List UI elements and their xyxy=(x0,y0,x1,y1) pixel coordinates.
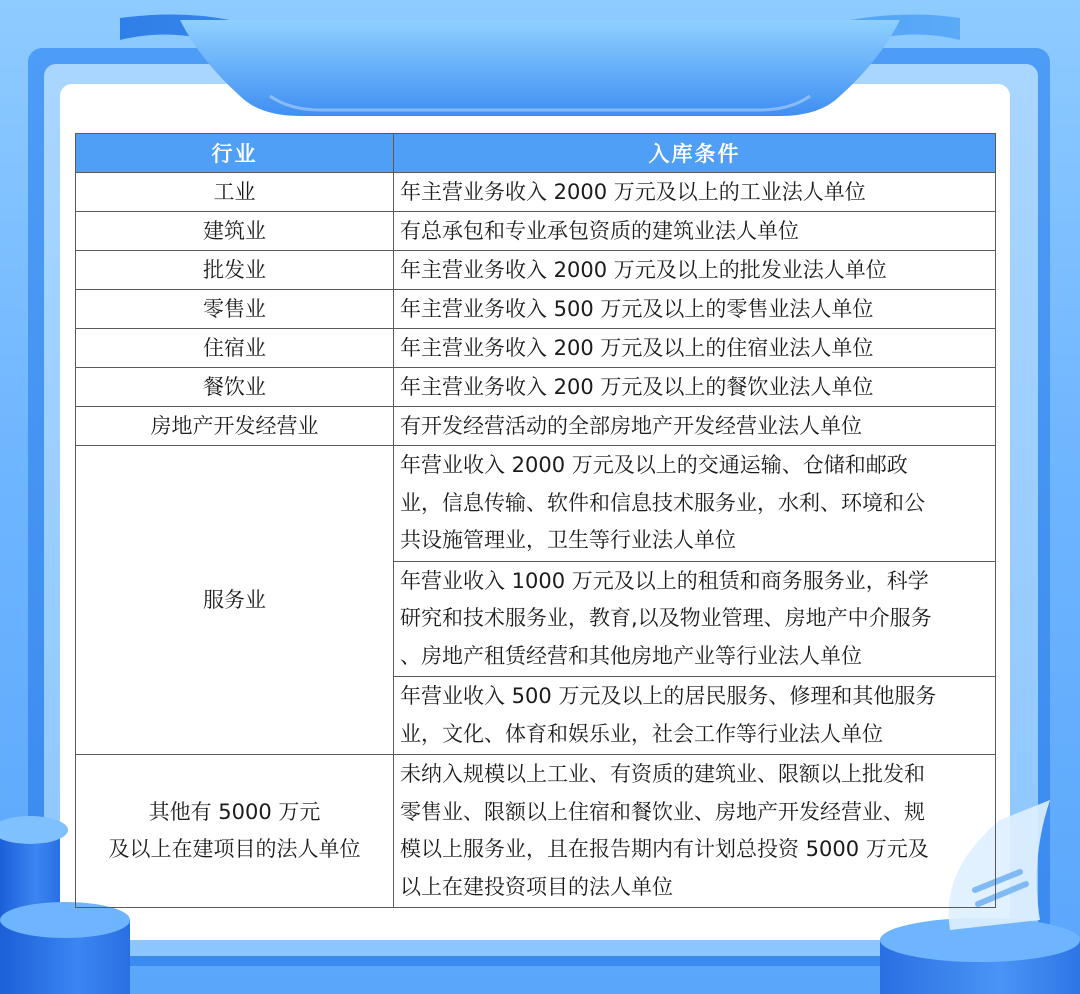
condition-line: 、房地产租赁经营和其他房地产业等行业法人单位 xyxy=(400,643,862,668)
condition-cell-services-2 xyxy=(394,561,996,677)
industry-cell: 工业 xyxy=(76,173,394,212)
table-row xyxy=(76,290,996,329)
table-row xyxy=(76,407,996,446)
condition-line: 未纳入规模以上工业、有资质的建筑业、限额以上批发和 xyxy=(400,762,925,786)
criteria-table xyxy=(75,133,996,908)
condition-cell: 年主营业务收入 200 万元及以上的住宿业法人单位 xyxy=(394,329,996,368)
header-industry: 行业 xyxy=(76,134,394,173)
condition-cell: 年主营业务收入 500 万元及以上的零售业法人单位 xyxy=(394,290,996,329)
industry-cell: 建筑业 xyxy=(76,212,394,251)
condition-cell-services-1 xyxy=(394,446,996,562)
condition-cell: 年主营业务收入 2000 万元及以上的工业法人单位 xyxy=(394,173,996,212)
condition-line: 零售业、限额以上住宿和餐饮业、房地产开发经营业、规 xyxy=(400,799,925,824)
condition-line: 共设施管理业，卫生等行业法人单位 xyxy=(400,528,736,552)
table-container xyxy=(75,133,995,917)
table-row xyxy=(76,212,996,251)
industry-cell: 餐饮业 xyxy=(76,368,394,407)
table-row-other xyxy=(76,755,996,908)
industry-cell: 房地产开发经营业 xyxy=(76,407,394,446)
industry-cell: 批发业 xyxy=(76,251,394,290)
table-row xyxy=(76,368,996,407)
industry-cell-services: 服务业 xyxy=(76,446,394,755)
condition-line: 业，文化、体育和娱乐业，社会工作等行业法人单位 xyxy=(400,721,883,746)
condition-line: 年营业收入 2000 万元及以上的交通运输、仓储和邮政 xyxy=(400,453,908,477)
industry-line: 及以上在建项目的法人单位 xyxy=(108,837,361,861)
condition-line: 业，信息传输、软件和信息技术服务业，水利、环境和公 xyxy=(400,490,925,515)
table-header-row xyxy=(76,134,996,173)
industry-cell-other xyxy=(76,755,394,908)
condition-line: 模以上服务业，且在报告期内有计划总投资 5000 万元及 xyxy=(400,837,929,861)
industry-cell: 零售业 xyxy=(76,290,394,329)
ribbon-decoration xyxy=(120,0,960,118)
table-row-services xyxy=(76,446,996,562)
industry-cell: 住宿业 xyxy=(76,329,394,368)
table-row xyxy=(76,329,996,368)
condition-line: 研究和技术服务业，教育,以及物业管理、房地产中介服务 xyxy=(400,606,932,630)
condition-line: 以上在建投资项目的法人单位 xyxy=(400,874,673,899)
table-row xyxy=(76,251,996,290)
industry-line: 其他有 5000 万元 xyxy=(148,800,321,824)
header-condition: 入库条件 xyxy=(394,134,996,173)
condition-line: 年营业收入 1000 万元及以上的租赁和商务服务业，科学 xyxy=(400,568,929,593)
condition-line: 年营业收入 500 万元及以上的居民服务、修理和其他服务 xyxy=(400,684,937,708)
condition-cell: 年主营业务收入 200 万元及以上的餐饮业法人单位 xyxy=(394,368,996,407)
condition-cell: 年主营业务收入 2000 万元及以上的批发业法人单位 xyxy=(394,251,996,290)
table-row xyxy=(76,173,996,212)
condition-cell-other xyxy=(394,755,996,908)
condition-cell: 有总承包和专业承包资质的建筑业法人单位 xyxy=(394,212,996,251)
condition-cell: 有开发经营活动的全部房地产开发经营业法人单位 xyxy=(394,407,996,446)
condition-cell-services-3 xyxy=(394,677,996,755)
